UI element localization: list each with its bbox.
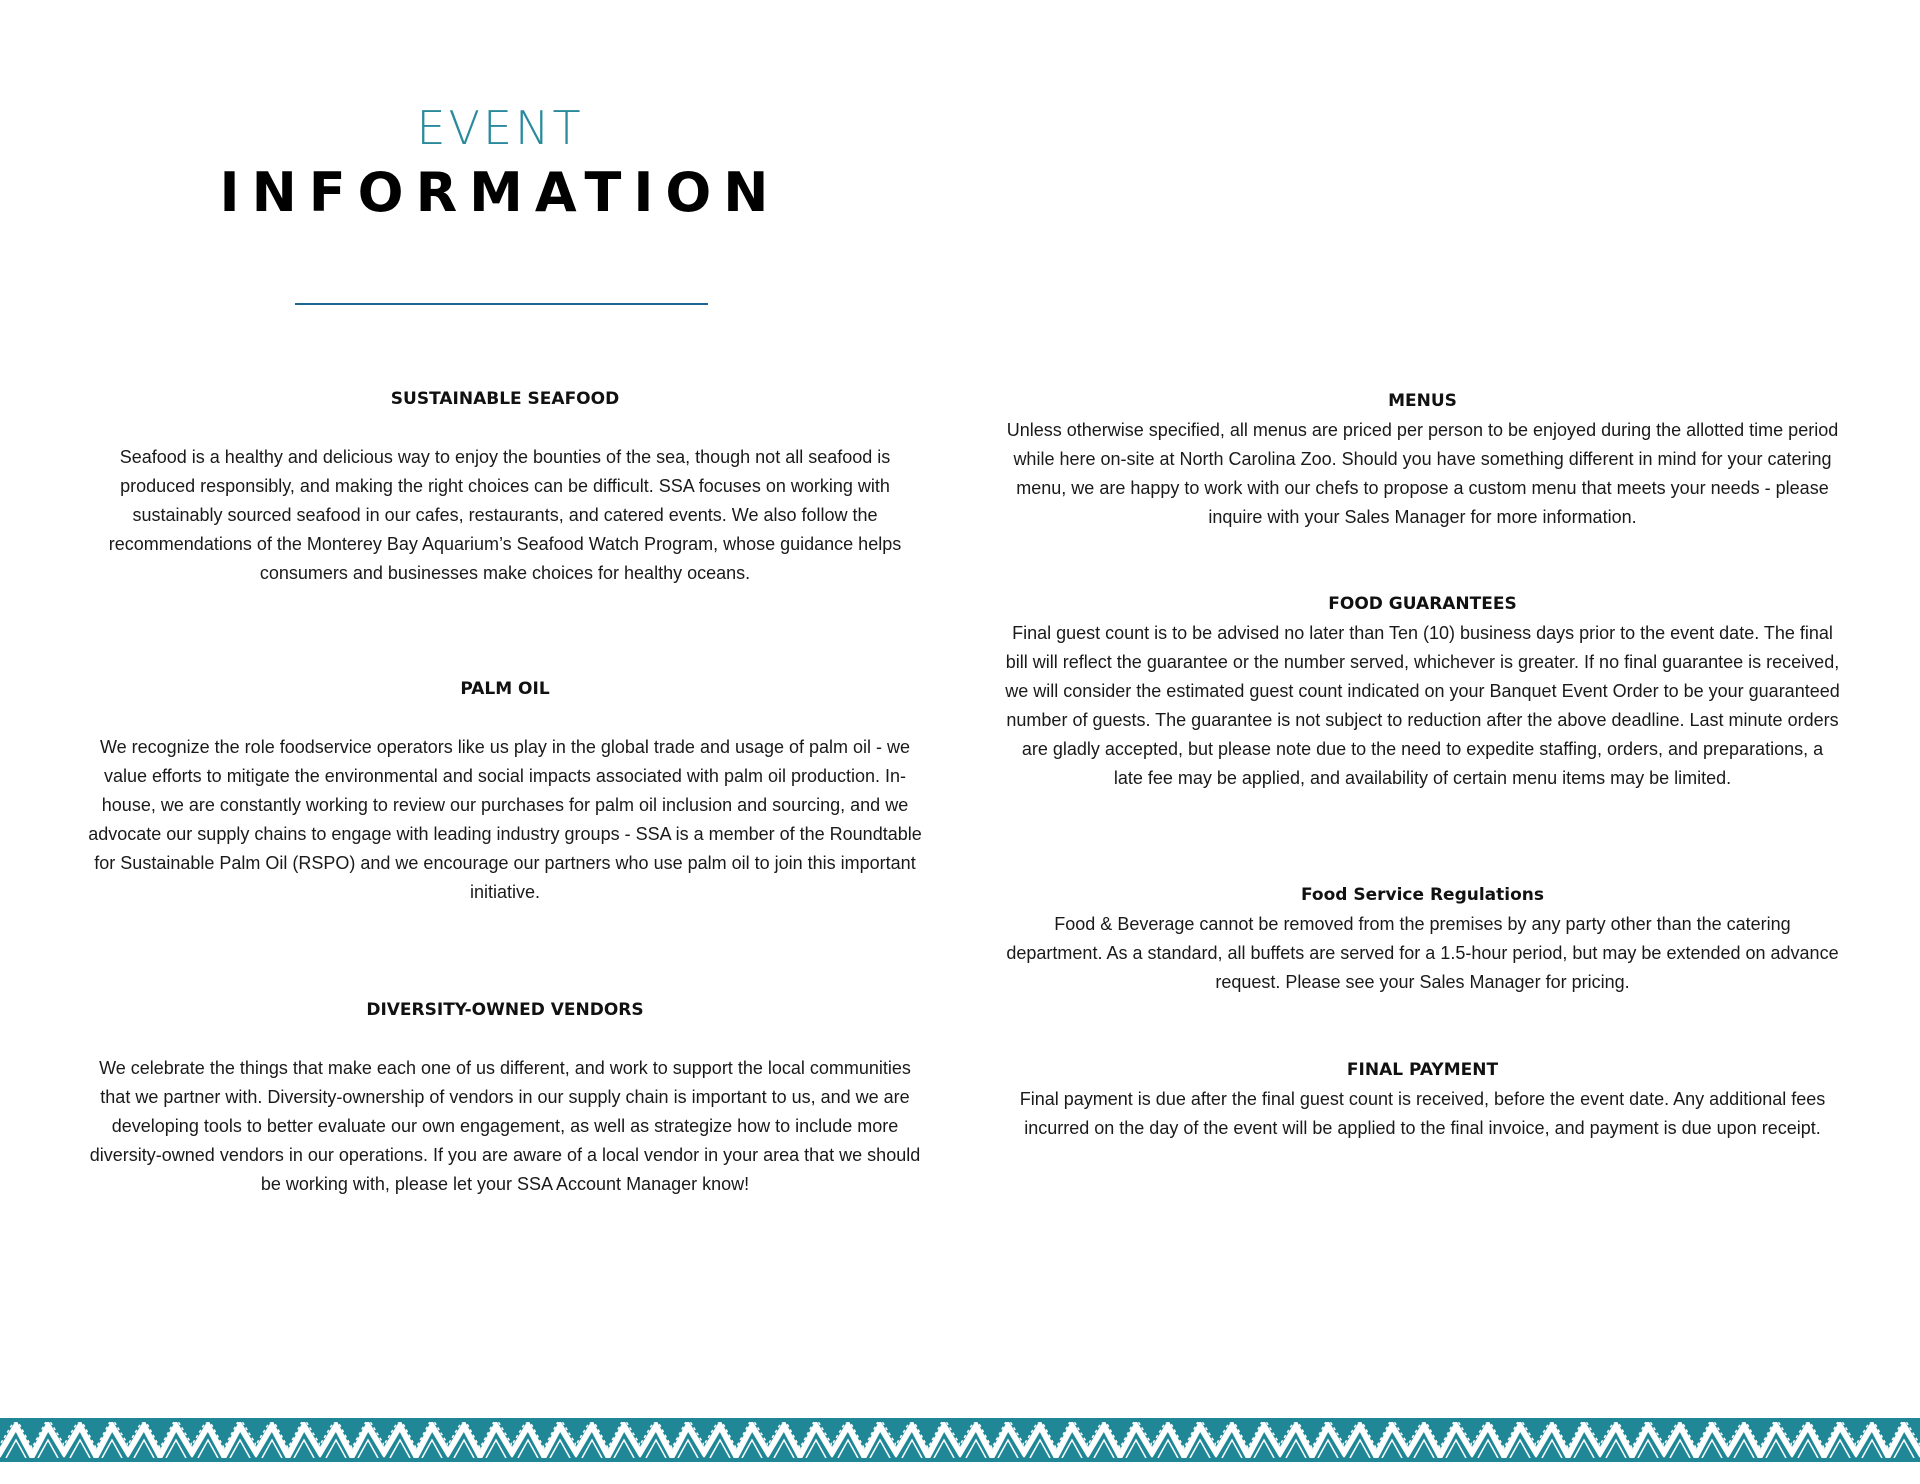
title-information: INFORMATION (219, 161, 781, 224)
zigzag-top-edge (0, 1418, 1920, 1422)
section-body: We recognize the role foodservice operators like us play in the global trade and usage of palm oil - we value efforts to mitigate the environmental and social impacts associated with palm oil production. In-house, we are constantly working to review our purchases for palm oil inclusion and sourcing, and we advocate our supply chains to engage with leading industry groups - SSA is a member of the Roundtable for Sustainable Palm Oil (RSPO) and we encourage our partners who use palm oil to join this important initiative. (88, 737, 922, 902)
zigzag-pattern-fill (0, 1420, 1920, 1460)
section-sustainable-seafood (80, 385, 930, 588)
section-heading: Food Service Regulations (1300, 885, 1544, 905)
section-heading: FOOD GUARANTEES (1328, 594, 1517, 614)
section-heading: SUSTAINABLE SEAFOOD (390, 389, 620, 409)
section-body: Food & Beverage cannot be removed from the premises by any party other than the catering department. As a standard, all buffets are served for a 1.5-hour period, but may be extended on advance request. Please see your Sales Manager for pricing. (1006, 914, 1839, 992)
section-body: Final payment is due after the final guest count is received, before the event date. Any additional fees incurred on the day of the event will be applied to the final invoice, and payment is due upon receipt. (1019, 1089, 1826, 1138)
bottom-zigzag-border (0, 1418, 1920, 1462)
section-final-payment (1005, 1056, 1840, 1143)
section-heading: FINAL PAYMENT (1346, 1060, 1499, 1080)
section-food-service-regulations (1005, 881, 1840, 997)
zigzag-bottom-edge (0, 1458, 1920, 1462)
section-body: Seafood is a healthy and delicious way to enjoy the bounties of the sea, though not all seafood is produced responsibly, and making the right choices can be difficult. SSA focuses on working with sustainably sourced seafood in our cafes, restaurants, and catered events. We also follow the recommendations of the Monterey Bay Aquarium’s Seafood Watch Program, whose guidance helps consumers and businesses make choices for healthy oceans. (108, 447, 902, 583)
section-body: Unless otherwise specified, all menus are priced per person to be enjoyed during the allotted time period while here on-site at North Carolina Zoo. Should you have something different in mind for your catering menu, we are happy to work with our chefs to propose a custom menu that meets your needs - please inquire with your Sales Manager for more information. (1006, 420, 1839, 527)
title-block (100, 98, 900, 228)
section-body: Final guest count is to be advised no later than Ten (10) business days prior to the event date. The final bill will reflect the guarantee or the number served, whichever is greater. If no final guarantee is received, we will consider the estimated guest count indicated on your Banquet Event Order to be your guaranteed number of guests. The guarantee is not subject to reduction after the above deadline. Last minute orders are gladly accepted, but please note due to the need to expedite staffing, orders, and preparations, a late fee may be applied, and availability of certain menu items may be limited. (1005, 623, 1840, 788)
section-body: We celebrate the things that make each one of us different, and work to support the local communities that we partner with. Diversity-ownership of vendors in our supply chain is important to us, and we are developing tools to better evaluate our own engagement, as well as strategize how to include more diversity-owned vendors in our operations. If you are aware of a local vendor in your area that we should be working with, please let your SSA Account Manager know! (89, 1058, 921, 1194)
section-food-guarantees (1005, 590, 1840, 793)
section-diversity-owned-vendors (80, 996, 930, 1199)
title-event: EVENT (416, 101, 584, 155)
section-palm-oil (80, 675, 930, 907)
title-underline-rule (295, 303, 708, 305)
section-heading: MENUS (1388, 391, 1457, 411)
section-heading: DIVERSITY-OWNED VENDORS (366, 1000, 644, 1020)
section-heading: PALM OIL (460, 679, 550, 699)
section-menus (1005, 387, 1840, 532)
